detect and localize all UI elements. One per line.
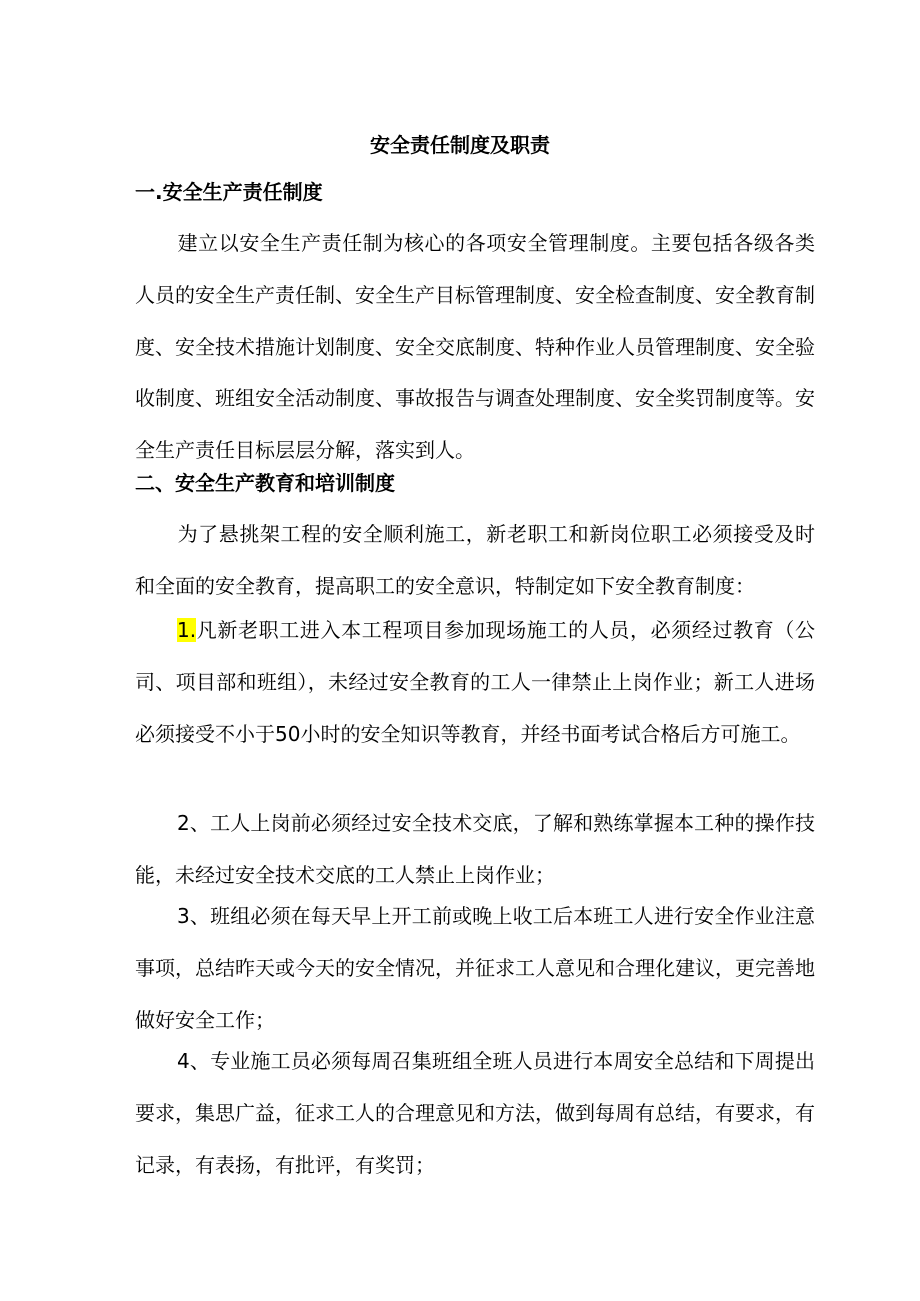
list-item-2 (135, 798, 815, 902)
section-heading-2: 二、安全生产教育和培训制度 (135, 471, 395, 495)
list-item-text: 专业施工员必须每周召集班组全班人员进行本周安全总结和下周提出要求，集思广益，征求工人的合理意见和方法，做到每周有总结，有要求，有记录，有表扬，有批评，有奖罚； (135, 1049, 816, 1177)
section-1-paragraph (135, 218, 815, 477)
list-item-number-highlighted: 1. (177, 618, 197, 642)
list-item-text: 班组必须在每天早上开工前或晚上收工后本班工人进行安全作业注意事项，总结昨天或今天的安全情况，并征求工人意见和合理化建议，更完善地做好安全工作； (135, 904, 816, 1032)
document-title: 安全责任制度及职责 (370, 133, 550, 157)
section-heading-1: 一.安全生产责任制度 (135, 180, 323, 204)
list-item-number: 3、 (177, 904, 211, 928)
list-item-1 (135, 605, 815, 760)
list-item-text: 凡新老职工进入本工程项目参加现场施工的人员，必须经过教育（公司、项目部和班组），未经过安全教育的工人一律禁止上岗作业；新工人进场必须接受不小于50小时的安全知识等教育，并经书面考试合格后方可施工。 (135, 618, 815, 746)
list-item-number: 4、 (177, 1049, 211, 1073)
list-item-3 (135, 891, 815, 1046)
list-item-text: 工人上岗前必须经过安全技术交底，了解和熟练掌握本工种的操作技能，未经过安全技术交底的工人禁止上岗作业； (135, 811, 816, 887)
section-2-intro (135, 509, 815, 613)
section-2-intro-text: 为了悬挑架工程的安全顺利施工，新老职工和新岗位职工必须接受及时和全面的安全教育，提高职工的安全意识，特制定如下安全教育制度： (135, 522, 815, 598)
list-item-4 (135, 1036, 815, 1191)
section-1-paragraph-text: 建立以安全生产责任制为核心的各项安全管理制度。主要包括各级各类人员的安全生产责任制、安全生产目标管理制度、安全检查制度、安全教育制度、安全技术措施计划制度、安全交底制度、特种作业人员管理制度、安全验收制度、班组安全活动制度、事故报告与调查处理制度、安全奖罚制度等。安全生产责任目标层层分解，落实到人。 (135, 231, 815, 463)
list-item-number: 2、 (177, 811, 211, 835)
